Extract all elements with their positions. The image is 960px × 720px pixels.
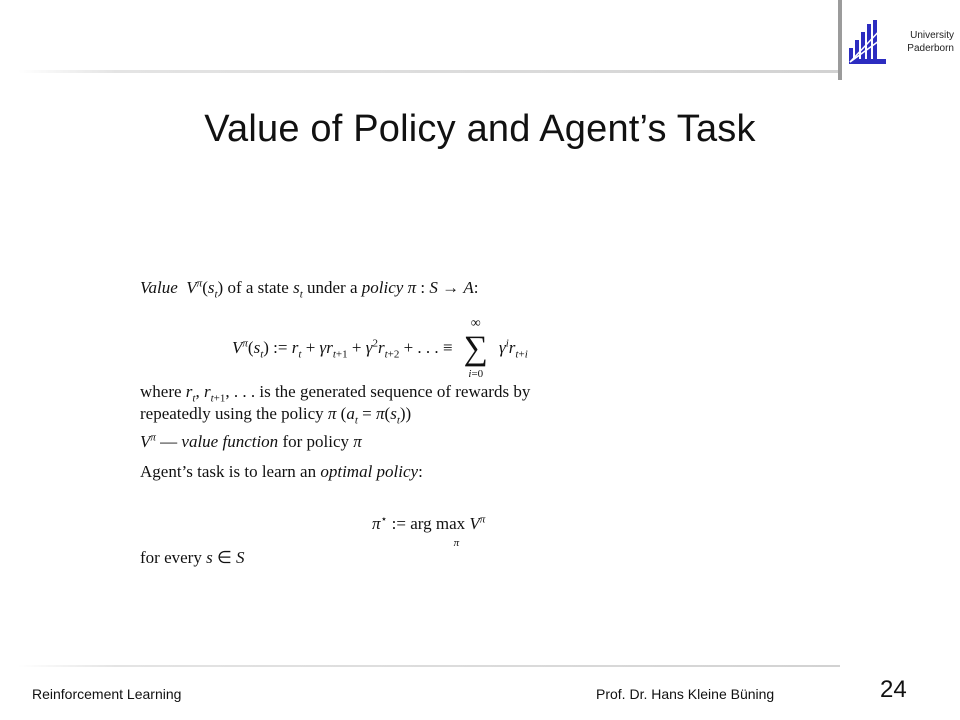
value-function-line: $V^\pi$ — value function for policy π bbox=[140, 431, 362, 451]
optimal-policy-formula: π⋆ := arg max π $V^\pi$ bbox=[372, 513, 486, 549]
author-name: Prof. Dr. Hans Kleine Büning bbox=[596, 686, 775, 702]
slide-title: Value of Policy and Agent’s Task bbox=[204, 108, 756, 150]
course-name: Reinforcement Learning bbox=[32, 686, 182, 702]
repeatedly-line: repeatedly using the policy π $(a_t = \pi(s_t))$ bbox=[140, 404, 412, 427]
value-definition-text: of a state bbox=[223, 278, 294, 297]
where-text: where bbox=[140, 382, 186, 401]
for-policy-text: for policy bbox=[278, 432, 354, 451]
summation-symbol: ∞ ∑ i=0 bbox=[463, 316, 488, 380]
where-rest-text: is the generated sequence of rewards by bbox=[255, 382, 531, 401]
header-vertical-rule bbox=[838, 0, 842, 80]
header-rule bbox=[18, 70, 840, 73]
footer-rule bbox=[18, 665, 840, 667]
university-name-line1: University bbox=[910, 30, 954, 41]
for-every-text: for every bbox=[140, 548, 207, 567]
repeatedly-text: repeatedly using the policy bbox=[140, 404, 328, 423]
agent-task-text: Agent’s task is to learn an bbox=[140, 462, 321, 481]
value-formula: $V^\pi(s_t)$ := $r_t + \gamma r_{t+1} + \gamma^2r_{t+2}$ + . . . ≡ ∞ ∑ i=0 $\gamma^ir_{t+i}$ bbox=[232, 316, 528, 380]
agent-task-line: Agent’s task is to learn an optimal policy: bbox=[140, 462, 423, 481]
for-every-line: for every s ∈ S bbox=[140, 548, 245, 567]
argmax-operator: arg max π bbox=[410, 514, 466, 549]
value-definition-line: Value $V^\pi(s_t)$ of a state $s_t$ under a policy π : S → A: bbox=[140, 277, 479, 301]
page-number: 24 bbox=[880, 676, 907, 703]
university-name bbox=[888, 29, 954, 55]
university-name-line2: Paderborn bbox=[907, 43, 954, 54]
value-word: Value bbox=[140, 278, 178, 297]
optimal-policy-word: optimal policy bbox=[320, 462, 419, 481]
where-line: where $r_t$, $r_{t+1}$, . . . is the generated sequence of rewards by bbox=[140, 382, 531, 405]
under-a-text: under a bbox=[302, 278, 362, 297]
policy-word: policy bbox=[361, 278, 404, 297]
value-function-word: value function bbox=[181, 432, 279, 451]
university-logo-icon bbox=[846, 18, 888, 66]
